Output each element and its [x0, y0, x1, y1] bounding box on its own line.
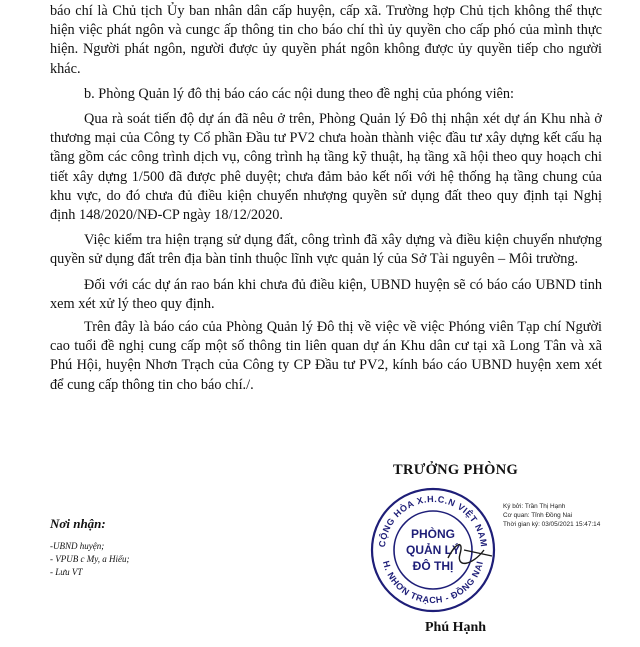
- digital-signature-info: [503, 502, 600, 529]
- official-stamp: [368, 480, 498, 620]
- stamp-ring-top-text: CỘNG HÒA X.H.C.N VIỆT NAM: [376, 493, 490, 548]
- recipient-item: - Lưu VT: [50, 567, 83, 577]
- recipients-heading: Nơi nhận:: [50, 516, 106, 531]
- paragraph-section-b: b. Phòng Quản lý đô thị báo cáo các nội dung theo đề nghị của phóng viên:: [84, 85, 515, 102]
- paragraph-spokesperson: báo chí là Chủ tịch Ủy ban nhân dân cấp huyện, cấp xã. Trường hợp Chủ tịch không thể thực hiện việc phát ngôn và cungc ấp thông tin cho báo chí thì ủy quyền cho cấp phó của mình thực hiện. Người phát ngôn, người được ủy quyền phát ngôn không được ủy quyền tiếp cho người khác.: [50, 3, 602, 77]
- document-body: [50, 2, 602, 401]
- paragraph-review-findings: Qua rà soát tiến độ dự án đã nêu ở trên, Phòng Quản lý Đô thị nhận xét dự án Khu nhà ở thương mại của Công ty Cổ phần Đầu tư PV2 chưa hoàn thành việc đầu tư xây dựng kết cấu hạ tầng gồm các công trình dịch vụ, công trình hạ tầng kỹ thuật, hạ tầng xã hội theo quy hoạch chi tiết xây dựng 1/500 đã được phê duyệt; chưa đảm bảo kết nối với hệ thống hạ tầng chung của khu vực, do đó chưa đủ điều kiện chuyển nhượng quyền sử dụng đất theo quy định tại Nghị định 148/2020/NĐ-CP ngày 18/12/2020.: [50, 111, 602, 224]
- signer-name: Phú Hạnh: [425, 620, 487, 635]
- recipient-item: -UBND huyện;: [50, 541, 105, 551]
- signature-agency: Cơ quan: Tỉnh Đồng Nai: [503, 512, 573, 519]
- signature-signed-by: Ký bởi: Trần Thị Hạnh: [503, 503, 566, 510]
- paragraph-inspection-authority: Việc kiểm tra hiện trạng sử dụng đất, công trình đã xây dựng và điều kiện chuyển nhượng quyền sử dụng đất trên địa bàn tỉnh thuộc lĩnh vực quản lý của Sở Tài nguyên – Môi trường.: [50, 232, 602, 268]
- recipients-block: [50, 516, 129, 579]
- paragraph-conclusion: Trên đây là báo cáo của Phòng Quản lý Đô thị về việc về việc Phóng viên Tạp chí Người cao tuổi đề nghị cung cấp một số thông tin liên quan dự án Khu dân cư tại xã Long Tân và xã Phú Hội, huyện Nhơn Trạch của Công ty CP Đầu tư PV2, kính báo cáo UBND huyện xem xét để cung cấp thông tin cho báo chí./.: [50, 319, 602, 393]
- signature-time: Thời gian ký: 03/05/2021 15:47:14: [503, 521, 601, 528]
- recipient-item: - VPUB c My, a Hiếu;: [50, 554, 130, 564]
- stamp-center-line3: ĐÔ THỊ: [412, 559, 454, 573]
- stamp-ring-bottom-text: H. NHƠN TRẠCH - ĐỒNG NAI: [380, 559, 486, 606]
- paragraph-unqualified-projects: Đối với các dự án rao bán khi chưa đủ điều kiện, UBND huyện sẽ có báo cáo UBND tỉnh xem xét xử lý theo quy định.: [50, 276, 602, 312]
- signer-title: TRƯỞNG PHÒNG: [393, 462, 519, 478]
- stamp-center-line2: QUẢN LÝ: [406, 543, 460, 557]
- stamp-center-line1: PHÒNG: [410, 527, 456, 541]
